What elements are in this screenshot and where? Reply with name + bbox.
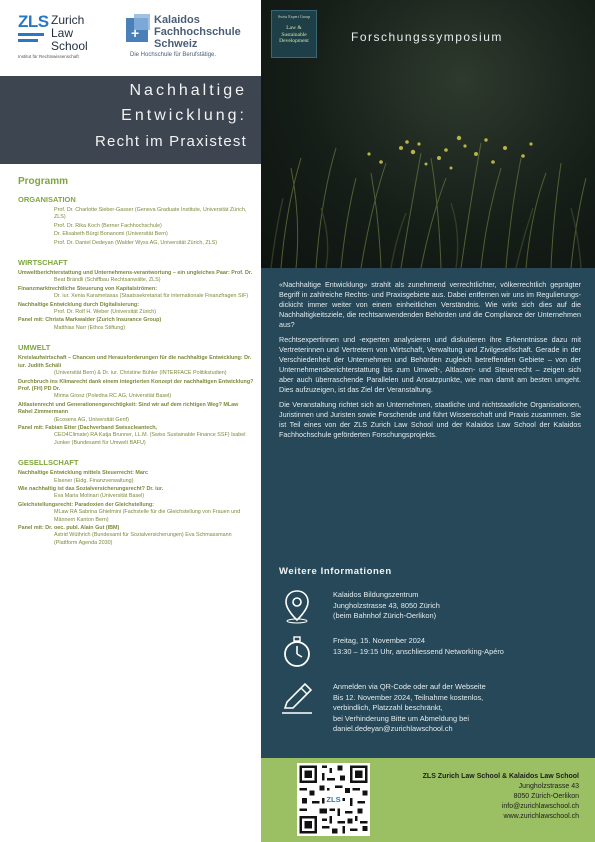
- time-line2: 13:30 – 19:15 Uhr, anschliessend Networking-Apéro: [333, 646, 504, 656]
- item-speaker: Elsener (Eidg. Finanzverwaltung): [54, 477, 134, 484]
- item-speaker: Eva Maria Molinari (Universität Basel): [54, 493, 145, 500]
- item-speaker: Prof. Dr. Rolf H. Weber (Universität Zürich): [54, 309, 157, 316]
- right-column: [261, 0, 595, 842]
- plus-icon: +: [131, 25, 140, 41]
- list-item: Prof. Dr. Daniel Dedeyan (Walder Wyss AG, Universität Zürich, ZLS): [54, 239, 218, 246]
- location-info: [279, 588, 579, 632]
- list-item: [18, 502, 254, 524]
- description-paragraph-3: Die Veranstaltung richtet sich an Unternehmen, staatliche und nichtstaatliche Organisationen, Juristinnen und Juristen sowie Forschende und führt Wissenschaft und Praxis zusammen. Sie ist Teil eines von der ZLS Zurich Law School und der Kalaidos Law School der Kalaidos Fachhochschule geförderten Forschungsprojekts.: [279, 400, 581, 439]
- location-line2: Jungholzstrasse 43, 8050 Zürich: [333, 600, 440, 610]
- list-item: [18, 355, 254, 377]
- kalaidos-name: [154, 14, 241, 50]
- footer-address: [423, 772, 579, 822]
- description-paragraph-1: «Nachhaltige Entwicklung» strahlt als zunehmend verrechtlichter, völkerrechtlich geprägter Begriff in zahlreiche Rechts- und Praxisgebiete aus. Dabei entfernen wir uns im Regulierungs-dickicht immer weiter von einem einheitlichen Verständnis. Wie wirkt sich dies auf die Nachhaltigkeitsziele, die rechtsanwendenden Behörden und die Compliance der Unternehmen aus?: [279, 280, 581, 329]
- registration-line2: Bis 12. November 2024, Teilnahme kostenlos,: [333, 692, 484, 702]
- item-title: Panel mit: Christa Markwalder (Zurich Insurance Group): [18, 317, 162, 324]
- list-item: Dr. Elisabeth Bürgi Bonanomi (Universität Bern): [54, 231, 168, 238]
- badge-line1: Law &: [286, 25, 302, 31]
- grass-photo: [261, 0, 595, 268]
- zls-logo: [18, 12, 114, 62]
- footer-email-link[interactable]: info@zurichlawschool.ch: [501, 803, 579, 810]
- item-speaker: Astrid Wüthrich (Bundesamt für Sozialversicherungen) Eva Schmassmann (Plattform Agenda 2030): [54, 532, 232, 546]
- footer: [261, 758, 595, 842]
- symposium-title: Forschungssymposium: [351, 30, 503, 44]
- description: [279, 280, 581, 445]
- grass-illustration: [261, 118, 595, 268]
- zls-name-line3: School: [51, 39, 88, 53]
- list-item: [18, 270, 254, 285]
- list-item: Prof. Dr. Rika Koch (Berner Fachhochschule): [54, 222, 162, 229]
- list-item: [18, 286, 254, 301]
- qr-code[interactable]: [297, 763, 370, 836]
- zls-bars-icon: [18, 33, 44, 49]
- section-heading-gesellschaft: GESELLSCHAFT: [18, 458, 79, 468]
- item-title: Panel mit: Dr. oec. publ. Alain Gut (IBM): [18, 525, 120, 531]
- kalaidos-name-line1: Kalaidos: [154, 14, 200, 26]
- footer-city: 8050 Zürich-Oerlikon: [513, 793, 579, 800]
- item-title: Gleichstellungsrecht: Paradoxien der Gleichstellung:: [18, 501, 154, 508]
- title-line2: Entwicklung:: [121, 107, 247, 124]
- badge-line3: Development: [279, 38, 309, 44]
- registration-line3: verbindlich, Platzzahl beschränkt,: [333, 703, 443, 712]
- location-line3: (beim Bahnhof Zürich-Oerlikon): [333, 611, 437, 620]
- kalaidos-name-line3: Schweiz: [154, 38, 198, 50]
- zls-name-line2: Law: [51, 26, 74, 40]
- expert-group-badge: [271, 10, 317, 58]
- left-column: [0, 0, 261, 842]
- item-title: Kreislaufwirtschaft – Chancen und Herausforderungen für die nachhaltige Entwicklung: Dr. iur. Judith Schäli: [18, 355, 252, 369]
- kalaidos-logo: [124, 12, 259, 62]
- registration-info: [279, 680, 579, 740]
- stopwatch-icon: [279, 634, 315, 670]
- section-heading-wirtschaft: WIRTSCHAFT: [18, 258, 68, 268]
- list-item: [18, 402, 254, 424]
- pen-icon: [279, 680, 315, 716]
- item-speaker: CEO4Climate) RA Katja Brunner, LL.M. (Swiss Sustainable Finance SSF) Isabel Junker (Bundesamt für Umwelt BAFU): [54, 432, 246, 446]
- time-text: [333, 636, 504, 657]
- zls-mark: ZLS: [18, 12, 49, 31]
- title-line1: Nachhaltige: [129, 82, 247, 99]
- zls-name-line1: Zurich: [51, 13, 85, 27]
- list-item: [18, 317, 254, 332]
- item-title: Panel mit: Fabian Etter (Dachverband Swisscleantech,: [18, 424, 158, 431]
- footer-street: Jungholzstrasse 43: [518, 783, 579, 790]
- title-line3: Recht im Praxistest: [95, 133, 247, 150]
- registration-email[interactable]: daniel.dedeyan@zurichlawschool.ch: [333, 724, 453, 733]
- section-heading-umwelt: UMWELT: [18, 343, 51, 353]
- list-item: Prof. Dr. Charlotte Sieber-Gasser (Geneva Graduate Institute, Universität Zürich, ZLS): [54, 207, 247, 221]
- kalaidos-name-line2: Fachhochschule: [154, 26, 241, 38]
- list-item: [18, 425, 254, 447]
- zls-name: [51, 14, 121, 53]
- list-item: [18, 379, 254, 401]
- section-heading-organisation: ORGANISATION: [18, 195, 76, 204]
- registration-text: [333, 682, 486, 735]
- location-line1: Kalaidos Bildungszentrum: [333, 590, 419, 599]
- program: [18, 176, 254, 548]
- location-text: [333, 590, 440, 622]
- badge-line2: Sustainable: [281, 31, 307, 38]
- item-title: Nachhaltige Entwicklung durch Digitalisierung:: [18, 301, 140, 308]
- list-item: [18, 302, 254, 317]
- registration-line1: Anmelden via QR-Code oder auf der Webseite: [333, 682, 486, 691]
- badge-top: Swiss Expert Group: [277, 14, 311, 19]
- item-title: Nachhaltige Entwicklung mittels Steuerrecht: Marc: [18, 470, 149, 477]
- kalaidos-tagline: Die Hochschule für Berufstätige.: [130, 52, 217, 58]
- item-speaker: Beat Brändli (Schiffbau Rechtsanwälte, ZLS): [54, 277, 161, 284]
- item-title: Altlastenrecht und Generationengerechtigkeit: Sind wir auf dem richtigen Weg? MLaw Rahel Zimmermann: [18, 401, 239, 416]
- location-pin-icon: [279, 588, 315, 624]
- program-heading: Programm: [18, 176, 69, 187]
- time-info: [279, 634, 579, 674]
- item-speaker: Mirina Grosz (Poledna RC AG, Universität Basel): [54, 393, 172, 400]
- item-title: Umweltberichterstattung und Unternehmens-verantwortung – ein ungleiches Paar: Prof. Dr.: [18, 270, 253, 277]
- more-info-heading: Weitere Informationen: [279, 566, 392, 577]
- list-item: [18, 486, 254, 501]
- item-title: Finanzmarktrechtliche Steuerung von Kapitalströmen:: [18, 285, 157, 292]
- footer-org: ZLS Zurich Law School & Kalaidos Law School: [422, 773, 579, 780]
- description-paragraph-2: Rechtsexpertinnen und -experten analysieren und diskutieren ihre Erkenntnisse dazu mit Vertreterinnen und Vertretern von Wirtschaft, Verwaltung und Zivilgesellschaft. Gerade in der Verschiedenheit der Unternehmen und Behörden zugleich betreffenden Gebiete – von der Unternehmensberichterstattung bis zum Umwelt-, Altlasten- und Steuerrecht – zeigen sich aber auch überraschende Parallelen und Ansatzpunkte, wie man damit am besten umgeht. Dies aufzuzeigen, ist das Ziel der Veranstaltung.: [279, 335, 581, 394]
- svg-text:ZLS: ZLS: [326, 795, 341, 805]
- zls-subtitle: Institut für Rechtswissenschaft: [18, 54, 79, 59]
- item-speaker: Matthias Narr (Ethos Stiftung): [54, 324, 126, 331]
- item-title: Wie nachhaltig ist das Sozialversicherungsrecht? Dr. iur.: [18, 485, 164, 492]
- list-item: [18, 470, 254, 485]
- title-band: [0, 76, 261, 164]
- item-speaker: MLaw RA Sabrina Ghielmini (Fachstelle für die Gleichstellung von Frauen und Männern Kanton Bern): [54, 509, 241, 523]
- time-line1: Freitag, 15. November 2024: [333, 636, 426, 645]
- item-speaker: Dr. iur. Xenia Karametaxas (Staatssekretariat für internationale Finanzfragen SIF): [54, 293, 249, 300]
- registration-line4: bei Verhinderung Bitte um Abmeldung bei: [333, 713, 469, 723]
- item-speaker: (Ecosens AG, Universität Genf): [54, 416, 129, 423]
- item-title: Durchbruch ins Klimarecht dank einem integrierten Konzept der nachhaltigen Entwicklung? Prof. (FH) PD Dr.: [18, 378, 254, 392]
- footer-web-link[interactable]: www.zurichlawschool.ch: [503, 813, 579, 820]
- list-item: [18, 525, 254, 547]
- item-speaker: (Universität Bern) & Dr. iur. Christine Bühler (INTERFACE Politikstudien): [54, 370, 227, 377]
